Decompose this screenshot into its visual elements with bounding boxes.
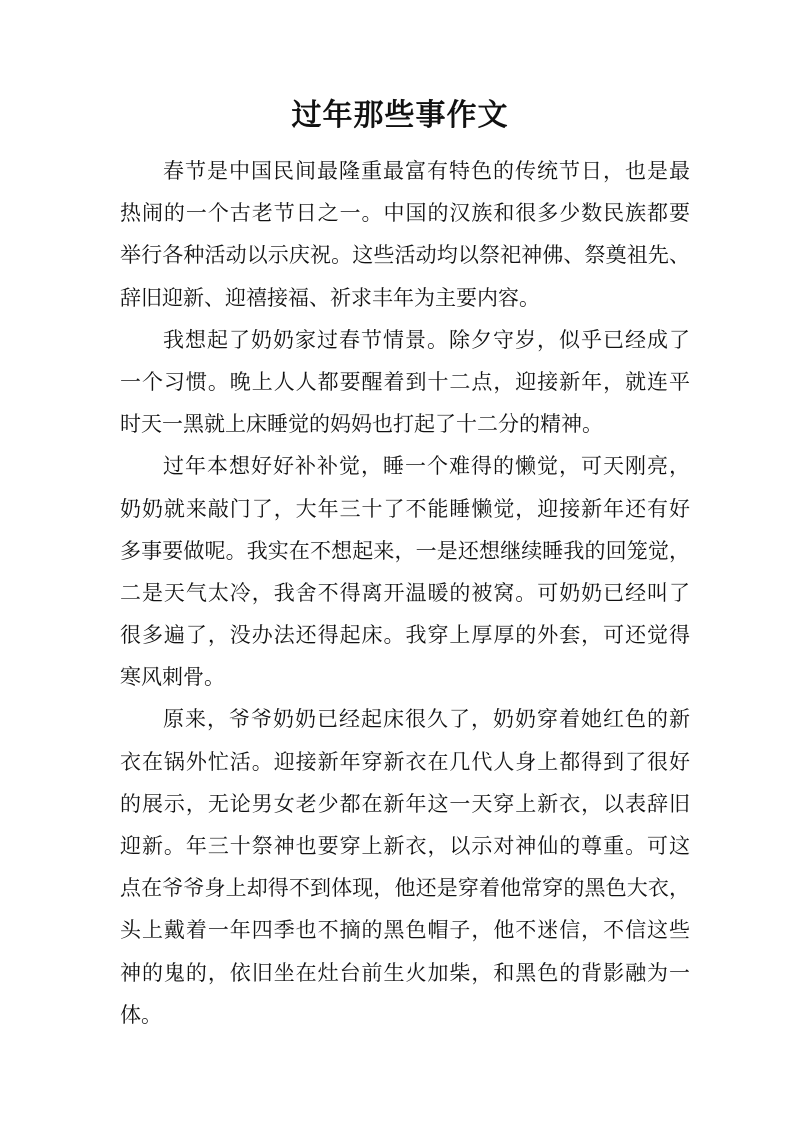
- paragraph-line: 点在爷爷身上却得不到体现，他还是穿着他常穿的黑色大衣，: [120, 876, 690, 901]
- paragraph-line: 举行各种活动以示庆祝。这些活动均以祭祀神佛、祭奠祖先、: [120, 243, 690, 268]
- paragraph-4: [120, 698, 690, 1036]
- paragraph-line: 的展示，无论男女老少都在新年这一天穿上新衣，以表辞旧: [120, 791, 690, 816]
- document-title: 过年那些事作文: [291, 98, 509, 133]
- paragraph-line: 衣在锅外忙活。迎接新年穿新衣在几代人身上都得到了很好: [120, 749, 690, 774]
- paragraph-1: [120, 150, 690, 319]
- paragraph-line: 辞旧迎新、迎禧接福、祈求丰年为主要内容。: [120, 285, 540, 310]
- paragraph-line: 寒风刺骨。: [120, 665, 225, 690]
- paragraph-line: 春节是中国民间最隆重最富有特色的传统节日，也是最: [163, 159, 690, 183]
- paragraph-line: 一个习惯。晚上人人都要醒着到十二点，迎接新年，就连平: [120, 369, 690, 394]
- paragraph-line: 热闹的一个古老节日之一。中国的汉族和很多少数民族都要: [120, 201, 690, 226]
- paragraph-line: 迎新。年三十祭神也要穿上新衣，以示对神仙的尊重。可这: [120, 834, 690, 858]
- paragraph-3: [120, 445, 690, 698]
- paragraph-line: 很多遍了，没办法还得起床。我穿上厚厚的外套，可还觉得: [120, 623, 690, 648]
- paragraph-line: 头上戴着一年四季也不摘的黑色帽子，他不迷信，不信这些: [120, 918, 690, 943]
- paragraph-line: 奶奶就来敲门了，大年三十了不能睡懒觉，迎接新年还有好: [120, 496, 690, 521]
- paragraph-line: 时天一黑就上床睡觉的妈妈也打起了十二分的精神。: [120, 412, 603, 437]
- paragraph-line: 体。: [120, 1002, 162, 1027]
- paragraph-line: 过年本想好好补补觉，睡一个难得的懒觉，可天刚亮，: [163, 454, 690, 479]
- paragraph-line: 多事要做呢。我实在不想起来，一是还想继续睡我的回笼觉，: [120, 538, 690, 563]
- paragraph-line: 原来，爷爷奶奶已经起床很久了，奶奶穿着她红色的新: [163, 707, 690, 732]
- paragraph-line: 我想起了奶奶家过春节情景。除夕守岁，似乎已经成了: [163, 327, 690, 352]
- paragraph-line: 神的鬼的，依旧坐在灶台前生火加柴，和黑色的背影融为一: [120, 960, 690, 985]
- paragraph-2: [120, 319, 690, 446]
- document-body: [120, 150, 690, 1036]
- paragraph-line: 二是天气太冷，我舍不得离开温暖的被窝。可奶奶已经叫了: [120, 580, 690, 605]
